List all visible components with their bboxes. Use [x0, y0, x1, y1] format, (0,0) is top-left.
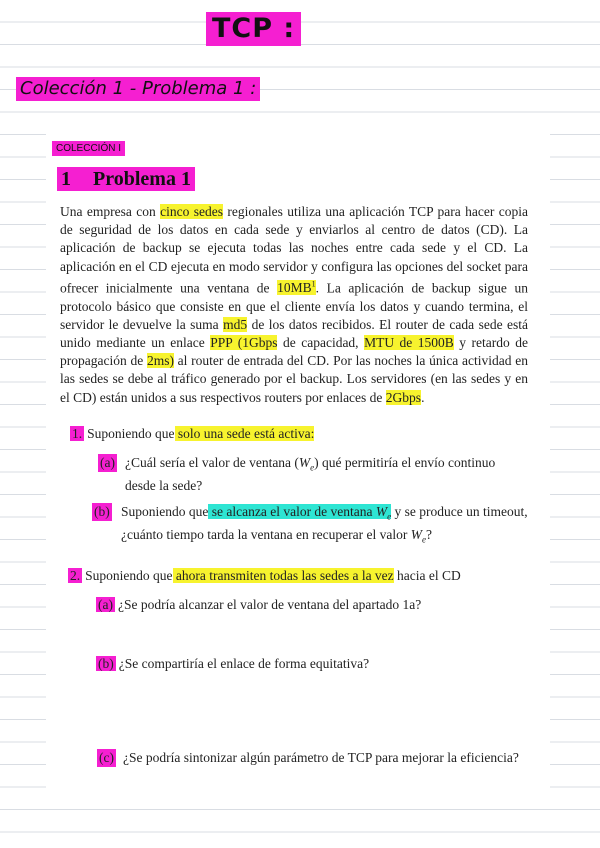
var-sub: e [310, 462, 315, 473]
highlight-cinco-sedes: cinco sedes [160, 204, 224, 219]
problem-statement [60, 203, 528, 407]
var-sub: e [421, 534, 426, 545]
heading-number: 1 [61, 168, 71, 190]
var-sub: e [387, 511, 392, 522]
subquestion-text: ¿Se podría alcanzar el valor de ventana del apartado 1a? [117, 597, 422, 612]
highlight-todas-sedes: ahora transmiten todas las sedes a la vez [172, 568, 394, 583]
text-run: ) qué permitiría el envío continuo desde la sede? [125, 455, 496, 493]
text-run: Suponiendo que [121, 504, 209, 519]
subquestion-label: (b) [92, 503, 112, 521]
subquestion-text [121, 503, 528, 549]
text-run: ¿Cuál sería el valor de ventana ( [125, 455, 299, 470]
note-title: TCP : [206, 12, 301, 46]
question-number: 1. [72, 426, 83, 441]
text-run: hacia el CD [393, 568, 461, 583]
note-subtitle: Colección 1 - Problema 1 : [16, 77, 260, 101]
question-2a [96, 596, 528, 614]
heading-text: Problema 1 [93, 168, 191, 190]
text-run: de capacidad, [277, 334, 365, 350]
text-run: . La aplicación de backup sigue un protocolo básico que consiste en que el cliente envía los datos y cuando termina, el servidor le devuelve la suma [60, 280, 528, 332]
question-1 [70, 425, 314, 443]
text-run: Suponiendo que [85, 568, 173, 583]
text-run: Suponiendo que [87, 426, 175, 441]
var-w: W [375, 504, 388, 519]
question-1b [92, 503, 528, 549]
subquestion-label: (c) [97, 749, 116, 767]
text-run: se alcanza el valor de ventana [208, 504, 376, 519]
highlight-md5: md5 [223, 316, 248, 332]
subquestion-label: (a) [98, 454, 117, 472]
highlight-mtu: MTU de 1500B [364, 334, 454, 350]
document-page [46, 130, 550, 802]
question-2b [96, 655, 528, 673]
highlight-ppp: PPP (1Gbps [210, 334, 278, 350]
problem-heading [57, 167, 195, 191]
section-tag: COLECCIÓN I [52, 141, 125, 156]
text-run: Una empresa con [60, 204, 161, 219]
subquestion-label: (a) [98, 597, 113, 612]
text-run: y retardo de propagación de [60, 334, 529, 369]
subquestion-text [125, 454, 528, 495]
footnote-mark: 1 [311, 279, 316, 289]
var-w: W [298, 455, 311, 470]
highlight-10mb [277, 280, 316, 295]
text-run: y se produce un timeout, ¿cuánto tiempo tarda la ventana en recuperar el valor [121, 504, 528, 542]
text-run: al router de entrada del CD. Por las noches la única actividad en las sedes se debe al tráfico generado por el backup. Los servidores (en las sedes y en el CD) están unidos a sus respectivos routers por enlaces de [60, 353, 528, 405]
text-run: regionales utiliza una aplicación TCP para hacer copia de seguridad de los datos en cada sede y enviarlos al centro de datos (CD). La aplicación de backup se ejecuta todas las noches entre cada sede y el CD. La aplicación en el CD ejecuta en modo servidor y configura las opciones del socket para ofrecer inicialmente una ventana de [60, 204, 529, 296]
highlight-una-sede: solo una sede está activa: [174, 426, 315, 441]
highlight-2gbps: 2Gbps [385, 389, 422, 405]
question-number: 2. [70, 568, 81, 583]
text-run: ? [425, 526, 432, 542]
subquestion-label: (b) [98, 656, 114, 671]
subquestion-text: ¿Se compartiría el enlace de forma equitativa? [118, 656, 370, 671]
text-run: . [421, 389, 425, 405]
text-run: 10MB [277, 280, 312, 296]
subquestion-text: ¿Se podría sintonizar algún parámetro de TCP para mejorar la eficiencia? [123, 750, 519, 765]
highlight-ventana [208, 504, 392, 522]
question-2 [68, 567, 461, 585]
text-run: de los datos recibidos. El router de cada sede está unido mediante un enlace [60, 316, 529, 350]
highlight-2ms: 2ms) [146, 353, 174, 369]
var-w: W [410, 526, 422, 542]
question-2c [97, 749, 528, 767]
question-1a [98, 454, 528, 495]
